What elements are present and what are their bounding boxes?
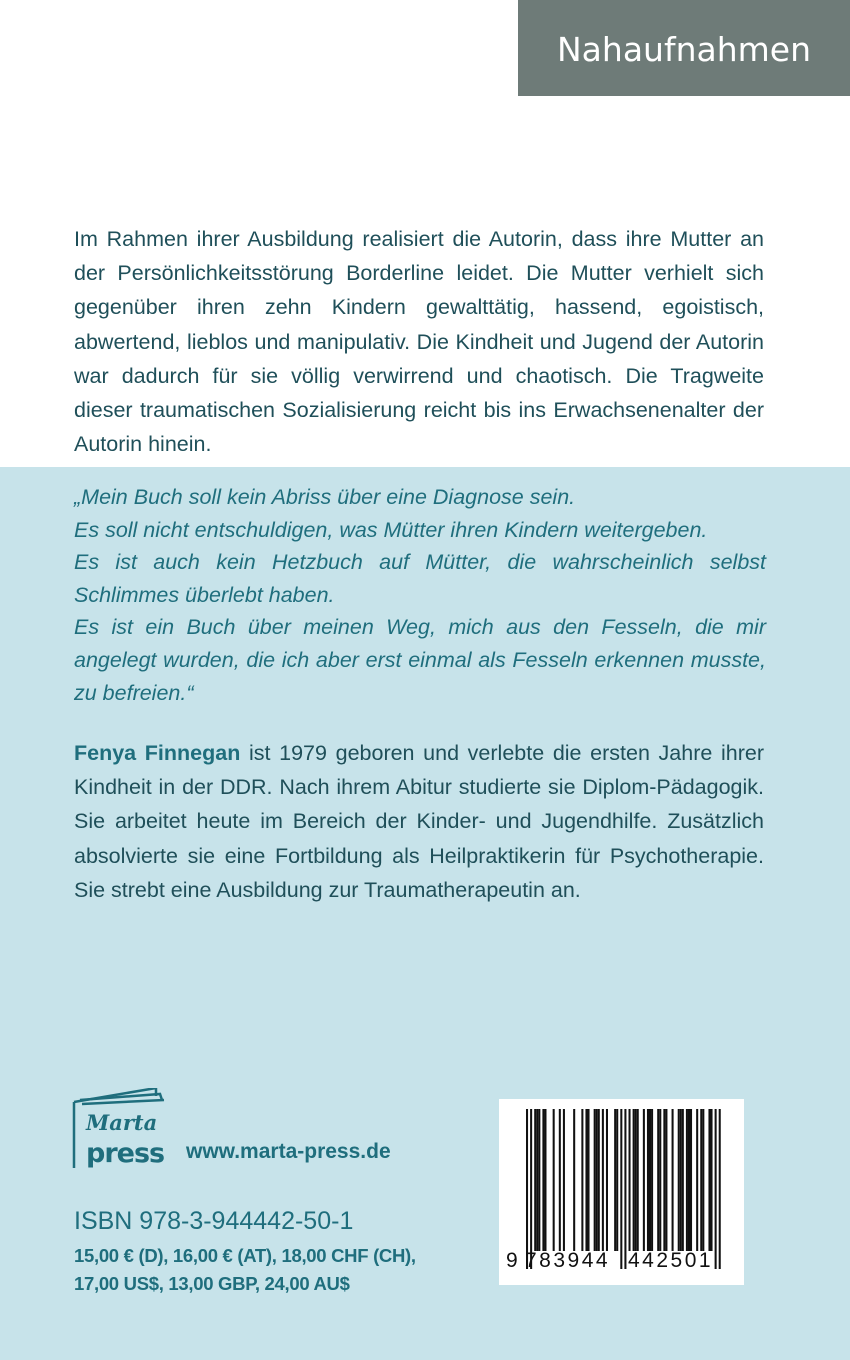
barcode-bar <box>682 1109 684 1251</box>
book-logo-icon <box>72 1088 168 1170</box>
barcode-bar <box>585 1109 587 1251</box>
barcode-bar <box>629 1109 631 1251</box>
barcode-bar <box>581 1109 583 1251</box>
barcode-bar <box>680 1109 682 1251</box>
barcode-bar <box>624 1109 626 1269</box>
isbn-label: ISBN 978-3-944442-50-1 <box>74 1207 354 1235</box>
barcode-bar <box>563 1109 565 1251</box>
price-line: 15,00 € (D), 16,00 € (AT), 18,00 CHF (CH), <box>74 1245 416 1266</box>
barcode-bar <box>672 1109 674 1251</box>
barcode-bar <box>665 1109 667 1251</box>
barcode-digits-right: 442501 <box>628 1249 714 1272</box>
barcode-bar <box>649 1109 651 1251</box>
publisher-website[interactable]: www.marta-press.de <box>186 1140 391 1163</box>
barcode-bar <box>544 1109 546 1251</box>
publisher-logo <box>72 1088 168 1170</box>
barcode-bar <box>688 1109 690 1251</box>
barcode-bar <box>614 1109 616 1251</box>
author-quote <box>74 481 766 709</box>
quote-line: „Mein Buch soll kein Abriss über eine Diagnose sein. <box>74 485 576 509</box>
barcode-bar <box>536 1109 538 1251</box>
barcode-bar <box>708 1109 710 1251</box>
barcode-bar <box>686 1109 688 1251</box>
blurb-text: Im Rahmen ihrer Ausbildung realisiert die Autorin, dass ihre Mutter an der Persönlichkeitsstörung Borderline leidet. Die Mutter verhielt sich gegenüber ihren zehn Kindern gewalttätig, hassend, egoistisch, abwertend, lieblos und manipulativ. Die Kindheit und Jugend der Autorin war dadurch für sie völlig verwirrend und chaotisch. Die Tragweite dieser traumatischen Sozialisierung reicht bis ins Erwachsenenalter der Autorin hinein. <box>74 227 764 457</box>
barcode <box>499 1099 744 1285</box>
barcode-bar <box>602 1109 604 1251</box>
barcode-bar <box>606 1109 608 1251</box>
series-label: Nahaufnahmen <box>518 0 850 96</box>
barcode-bar <box>651 1109 653 1251</box>
author-bio <box>74 736 764 907</box>
barcode-bar <box>690 1109 692 1251</box>
barcode-bar <box>696 1109 698 1251</box>
barcode-bar <box>538 1109 540 1251</box>
logo-line1: Marta <box>86 1110 158 1135</box>
barcode-bar <box>620 1109 622 1269</box>
barcode-bar <box>559 1109 561 1251</box>
barcode-bar <box>598 1109 600 1251</box>
barcode-bar <box>573 1109 575 1251</box>
barcode-digits <box>499 1249 744 1279</box>
barcode-bar <box>553 1109 555 1251</box>
barcode-bar <box>700 1109 702 1251</box>
barcode-bar <box>526 1109 528 1269</box>
barcode-bar <box>678 1109 680 1251</box>
barcode-bar <box>616 1109 618 1251</box>
barcode-bar <box>715 1109 717 1269</box>
quote-line: Es ist ein Buch über meinen Weg, mich aus den Fesseln, die mir angelegt wurden, die ich aber erst einmal als Fesseln erkennen musste, zu befreien.“ <box>74 615 766 705</box>
barcode-bar <box>659 1109 661 1251</box>
barcode-bar <box>657 1109 659 1251</box>
barcode-bar <box>647 1109 649 1251</box>
quote-line: Es soll nicht entschuldigen, was Mütter ihren Kindern weitergeben. <box>74 517 708 542</box>
barcode-bar <box>663 1109 665 1251</box>
barcode-bar <box>702 1109 704 1251</box>
logo-line2: press <box>86 1138 165 1169</box>
barcode-bar <box>542 1109 544 1251</box>
barcode-bar <box>635 1109 637 1251</box>
barcode-bar <box>637 1109 639 1251</box>
barcode-bar <box>530 1109 532 1269</box>
price-line: 17,00 US$, 13,00 GBP, 24,00 AU$ <box>74 1273 350 1294</box>
barcode-bar <box>588 1109 590 1251</box>
bio-text: ist 1979 geboren und verlebte die ersten Jahre ihrer Kindheit in der DDR. Nach ihrem Abitur studierte sie Diplom-Pädagogik. Sie arbeitet heute im Bereich der Kinder- und Jugendhilfe. Zusätzlich absolvierte sie eine Fortbildung als Heilpraktikerin für Psychotherapie. Sie strebt eine Ausbildung zur Traumatherapeutin an. <box>74 741 764 902</box>
barcode-bar <box>633 1109 635 1251</box>
barcode-bar <box>643 1109 645 1251</box>
barcode-digits-left: 783944 <box>525 1249 611 1272</box>
barcode-bar <box>594 1109 596 1251</box>
barcode-bar <box>534 1109 536 1251</box>
price-list <box>74 1242 474 1298</box>
barcode-bar <box>719 1109 721 1269</box>
barcode-bar <box>711 1109 713 1251</box>
quote-line: Es ist auch kein Hetzbuch auf Mütter, die wahrscheinlich selbst Schlimmes überlebt haben. <box>74 550 766 607</box>
barcode-bar <box>596 1109 598 1251</box>
author-name: Fenya Finnegan <box>74 741 241 765</box>
barcode-digit-first: 9 <box>506 1249 518 1272</box>
